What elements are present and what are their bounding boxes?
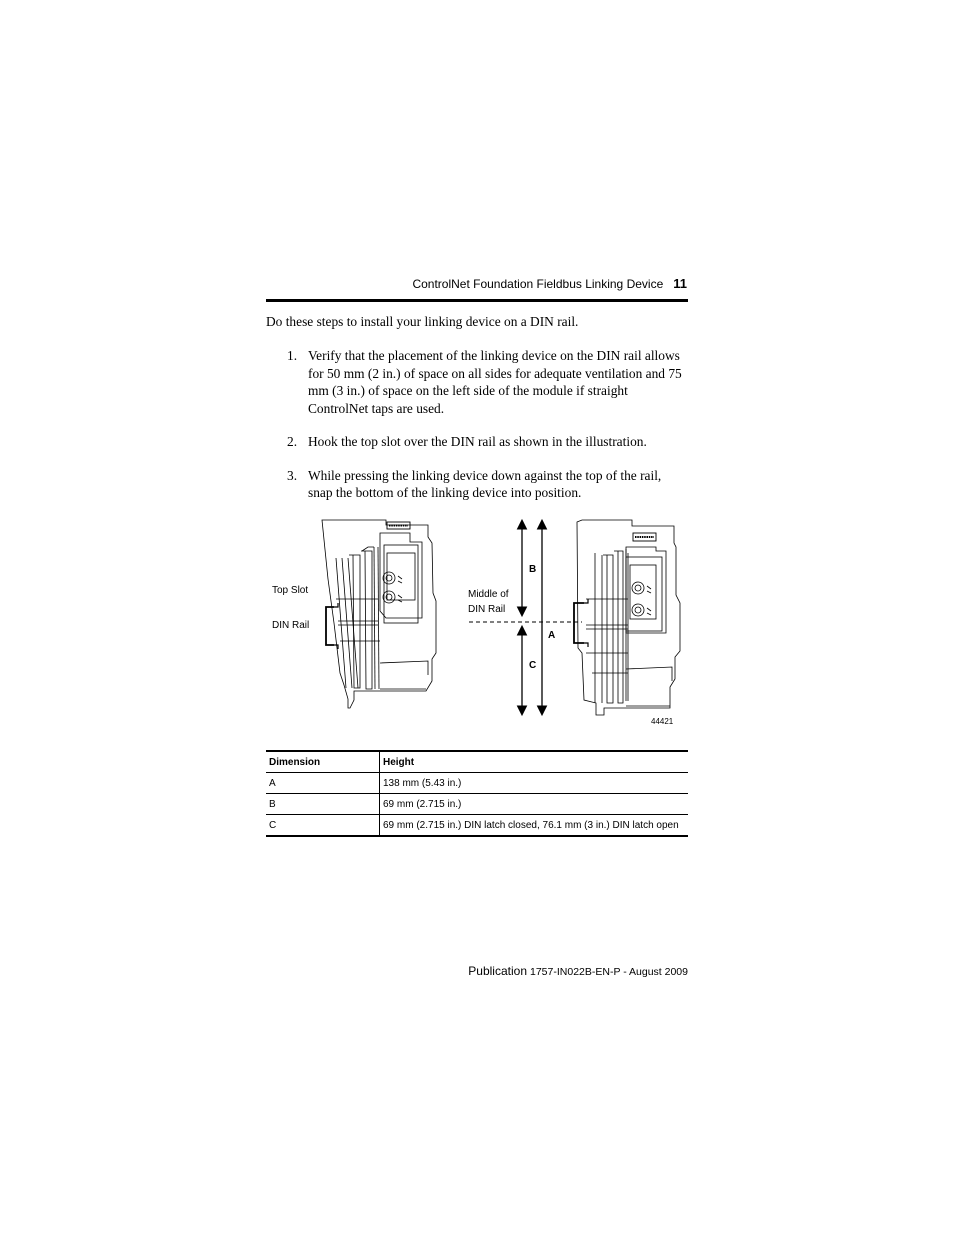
footer-label: Publication [468,964,527,978]
figure-id: 44421 [651,717,674,726]
header-title: ControlNet Foundation Fieldbus Linking Device [412,277,664,291]
label-middle-of-din-rail [468,587,509,617]
table-cell: 69 mm (2.715 in.) [383,798,462,810]
label-middle-line1: Middle of [468,589,509,600]
step-text: While pressing the linking device down against the top of the rail, snap the bottom of the linking device into position. [308,467,662,500]
table-header-row [266,751,688,773]
footer-publication: 1757-IN022B-EN-P - August 2009 [530,966,688,978]
step-number: 3. [287,467,298,483]
step-item [287,467,687,502]
step-text: Verify that the placement of the linking device on the DIN rail allows for 50 mm (2 in.) of space on all sides for adequate ventilation and 75 mm (3 in.) of space on the left side of the module if straight ControlNet taps are used. [308,348,682,416]
page-footer [266,962,688,980]
label-middle-line2: DIN Rail [468,604,506,615]
step-item [287,347,687,417]
dimension-lines [469,520,582,715]
dimension-table [266,750,688,837]
dimension-c-letter: C [529,660,537,671]
step-number: 2. [287,434,298,449]
column-header-dimension: Dimension [266,751,380,773]
steps-list [287,347,687,502]
label-din-rail: DIN Rail [272,620,310,631]
table-cell: 69 mm (2.715 in.) DIN latch closed, 76.1 mm (3 in.) DIN latch open [383,819,679,831]
table-row [266,773,688,794]
header-rule [266,299,688,302]
figure-drawing [262,513,692,745]
table-row [266,815,688,837]
page-header [266,276,687,294]
table-row [266,794,688,815]
table-cell: B [266,794,380,815]
label-top-slot: Top Slot [272,585,309,596]
page-number: 11 [673,276,687,291]
step-item [287,433,687,451]
step-number: 1. [287,348,298,363]
table-cell: 138 mm (5.43 in.) [383,777,462,789]
intro-paragraph: Do these steps to install your linking device on a DIN rail. [266,314,579,329]
dimension-b-letter: B [529,564,537,575]
device-side-view-right [574,520,680,715]
device-side-view-left [322,520,436,708]
dimension-a-letter: A [548,630,556,641]
table-cell: C [266,815,380,837]
step-text: Hook the top slot over the DIN rail as shown in the illustration. [308,434,647,449]
table-cell: A [266,773,380,794]
din-rail-figure [262,513,692,745]
column-header-height: Height [383,756,415,768]
